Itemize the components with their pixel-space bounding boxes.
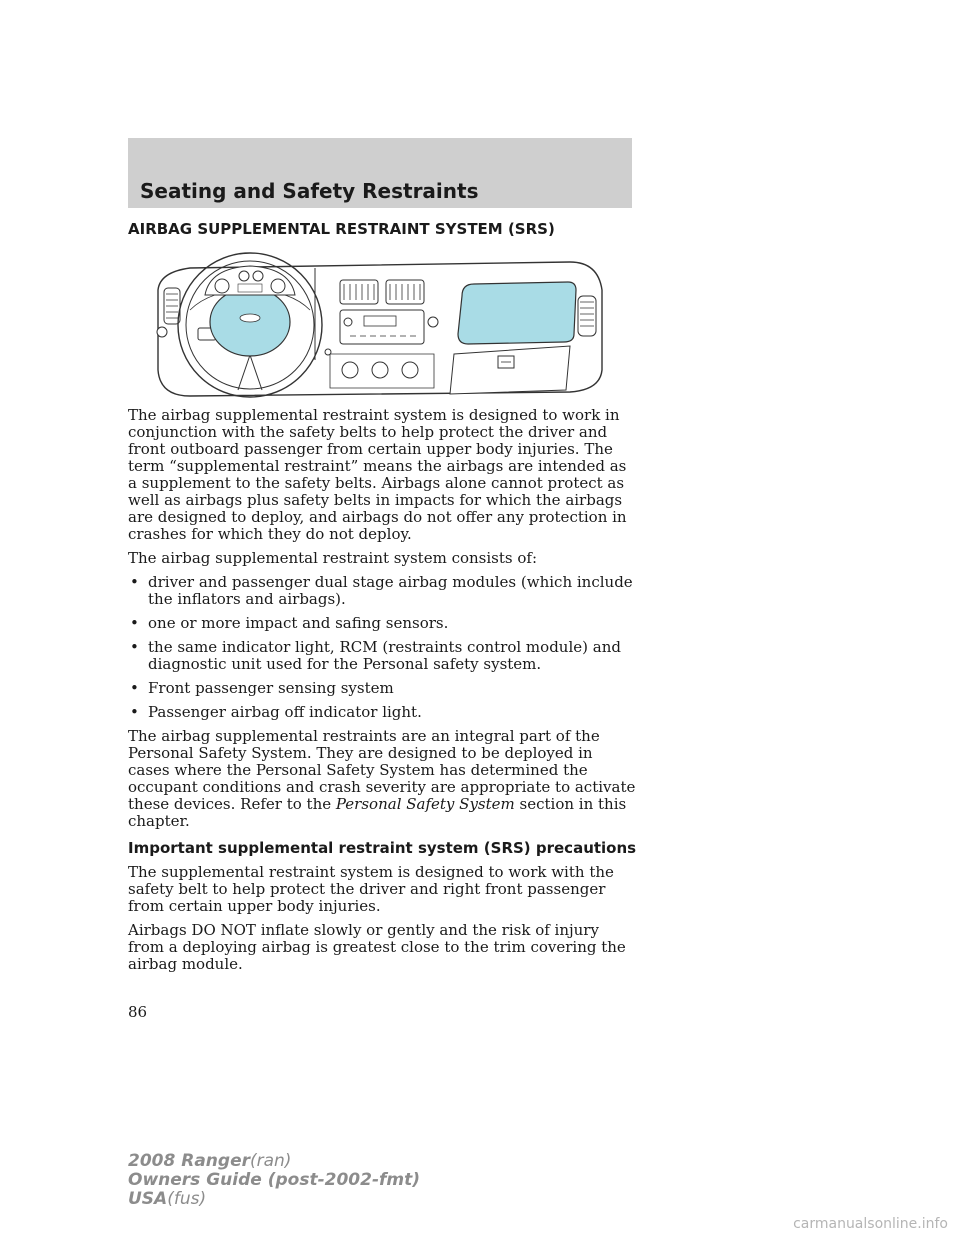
watermark: carmanualsonline.info: [793, 1216, 948, 1232]
passenger-airbag-door: [458, 282, 576, 344]
right-vent: [578, 296, 596, 336]
list-item: • Passenger airbag off indicator light.: [130, 703, 422, 721]
section-reference: Personal Safety System: [335, 795, 515, 813]
list-item: • Front passenger sensing system: [130, 679, 394, 697]
document-footer: 2008 Ranger(ran) Owners Guide (post-2002-fmt) USA(fus): [128, 1151, 421, 1209]
chapter-header-band: [128, 138, 632, 208]
body-text: [128, 407, 638, 980]
glove-box: [450, 346, 570, 394]
page-number: 86: [128, 1003, 148, 1021]
paragraph: The supplemental restraint system is designed to work with the safety belt to help protect the driver and right front passenger from certain upper body injuries.: [128, 863, 614, 915]
list-item: • driver and passenger dual stage airbag modules (which include the inflators and airbags).: [130, 573, 633, 608]
dashboard-airbag-illustration: [150, 250, 610, 400]
bullet-symbol: •: [130, 703, 139, 721]
bullet-symbol: •: [130, 679, 139, 697]
bullet-symbol: •: [130, 573, 139, 591]
paragraph: The airbag supplemental restraint system is designed to work in conjunction with the safety belts to help protect the driver and front outboard passenger from certain upper body injuries. The term “supplemental restraint” means the airbags are intended as a supplement to the safety belts. Airbags alone cannot protect as well as airbags plus safety belts in impacts for which the airbags are designed to deploy, and airbags do not offer any protection in crashes for which they do not deploy.: [128, 406, 627, 543]
chapter-title: Seating and Safety Restraints: [140, 179, 479, 203]
headlamp-switch: [157, 327, 167, 337]
precautions-subheading: Important supplemental restraint system (SRS) precautions: [128, 839, 637, 857]
list-item: • one or more impact and safing sensors.: [130, 614, 449, 632]
bullet-symbol: •: [130, 614, 139, 632]
bullet-symbol: •: [130, 638, 139, 656]
paragraph: Airbags DO NOT inflate slowly or gently and the risk of injury from a deploying airbag is greatest close to the trim covering the airbag module.: [128, 921, 626, 973]
components-list: [128, 574, 638, 721]
section-heading: AIRBAG SUPPLEMENTAL RESTRAINT SYSTEM (SRS): [128, 220, 555, 238]
list-item: • the same indicator light, RCM (restraints control module) and diagnostic unit used for the Personal safety system.: [130, 638, 621, 673]
paragraph: The airbag supplemental restraints are an integral part of the Personal Safety System. They are designed to be deployed in cases where the Personal Safety System has determined the occupant conditions and crash severity are appropriate to activate these devices. Refer to the Personal Safety System section in this chapter.: [128, 727, 636, 830]
radio-unit: [340, 310, 438, 344]
paragraph: The airbag supplemental restraint system consists of:: [128, 549, 537, 567]
